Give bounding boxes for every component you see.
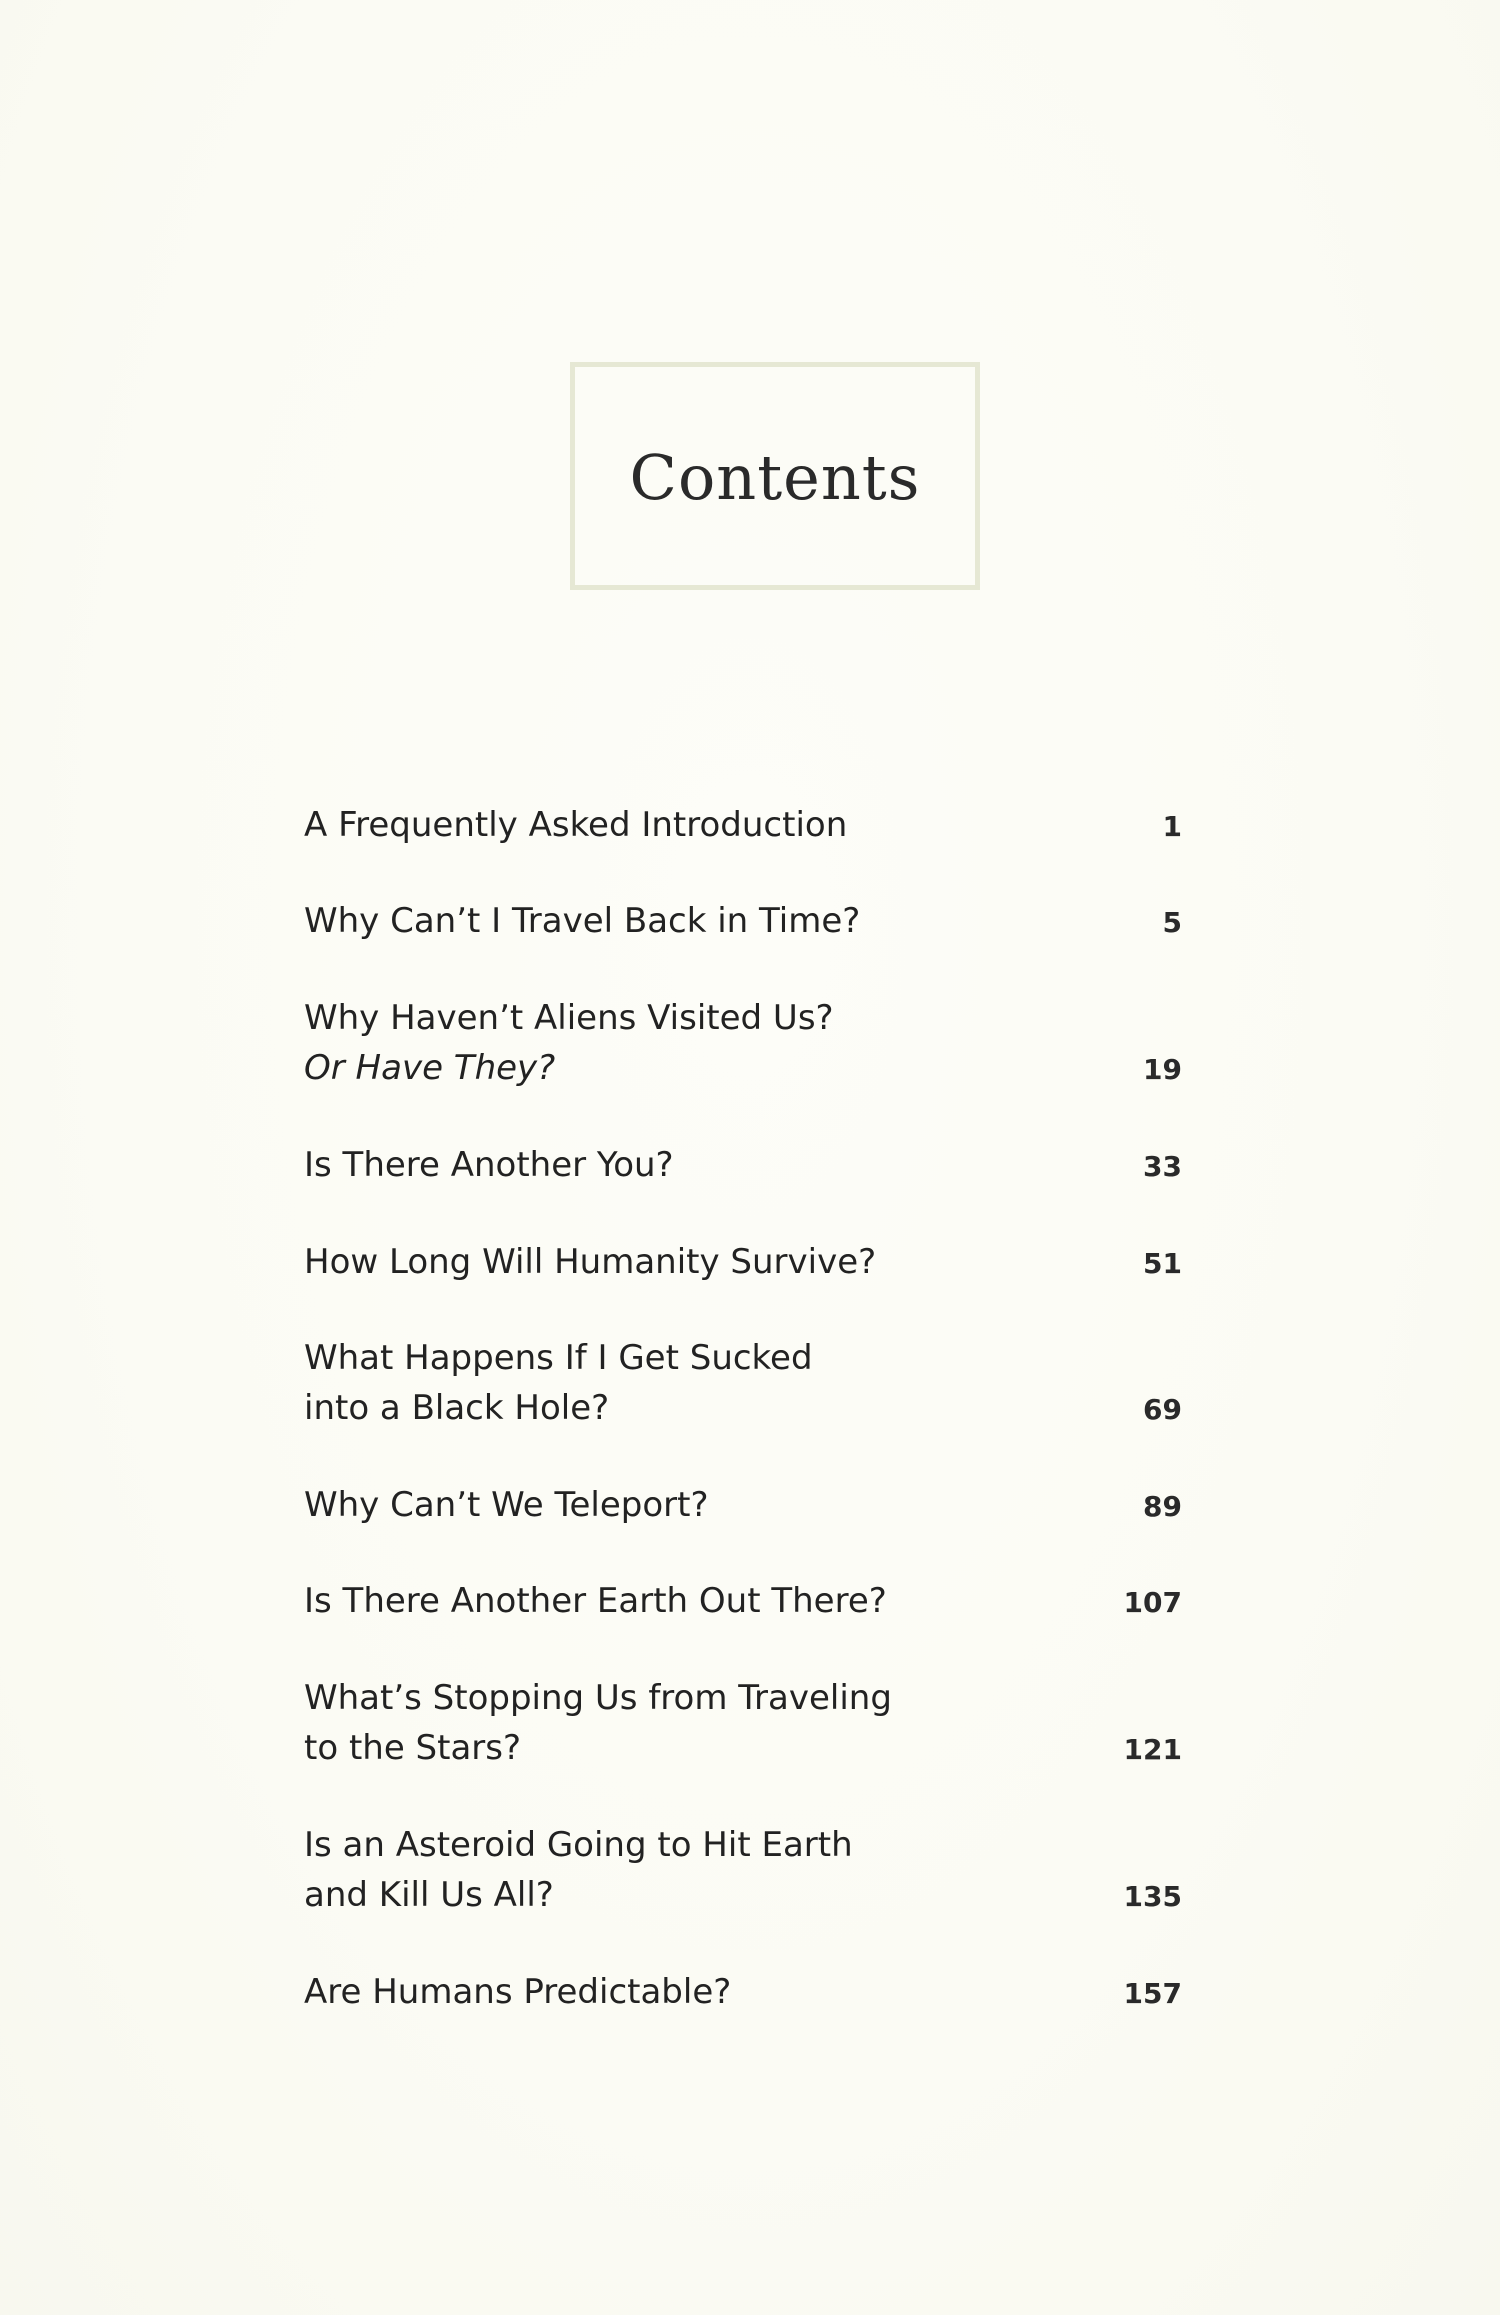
toc-entry-title: [304, 993, 834, 1093]
toc-entry-title-line: Is an Asteroid Going to Hit Earth: [304, 1825, 853, 1865]
toc-entry-title: [304, 1480, 709, 1530]
toc-entry-title-line: Is There Another You?: [304, 1145, 674, 1185]
toc-entry-title-line: Why Can’t I Travel Back in Time?: [304, 901, 861, 941]
toc-entry-page-number: 33: [1143, 1150, 1182, 1183]
page-title: Contents: [629, 440, 921, 514]
toc-entry-title-line: Why Can’t We Teleport?: [304, 1485, 709, 1525]
toc-entry-title-line: What Happens If I Get Sucked: [304, 1338, 813, 1378]
toc-entry-page-number: 121: [1123, 1733, 1182, 1766]
toc-entry-title: [304, 1967, 731, 2017]
toc-entry-page-number: 5: [1162, 906, 1182, 939]
toc-entry-page-number: 19: [1143, 1053, 1182, 1086]
toc-entry-title-line: Why Haven’t Aliens Visited Us?: [304, 998, 834, 1038]
toc-entry-page-number: 157: [1123, 1977, 1182, 2010]
toc-entry-title: [304, 1576, 887, 1626]
toc-entry-page-number: 1: [1162, 810, 1182, 843]
toc-entry-title: [304, 800, 847, 850]
toc-entry-title: [304, 1820, 853, 1920]
toc-entry-title: [304, 1673, 892, 1773]
toc-entry-title-line: and Kill Us All?: [304, 1875, 554, 1915]
toc-entry-title-line: How Long Will Humanity Survive?: [304, 1242, 877, 1282]
toc-entry-title: [304, 1140, 674, 1190]
toc-entry-title-line: into a Black Hole?: [304, 1388, 610, 1428]
toc-entry-page-number: 89: [1143, 1490, 1182, 1523]
toc-entry-subtitle: Or Have They?: [304, 1048, 556, 1088]
toc-entry-title: [304, 1237, 876, 1287]
table-of-contents: [304, 0, 1184, 2315]
toc-entry-title-line: Is There Another Earth Out There?: [304, 1581, 887, 1621]
toc-entry-page-number: 135: [1123, 1880, 1182, 1913]
toc-entry-title-line: A Frequently Asked Introduction: [304, 805, 848, 845]
toc-entry-page-number: 51: [1143, 1247, 1182, 1280]
toc-entry-title-line: to the Stars?: [304, 1728, 522, 1768]
toc-entry-title: [304, 896, 860, 946]
toc-entry-page-number: 69: [1143, 1393, 1182, 1426]
toc-entry-page-number: 107: [1123, 1586, 1182, 1619]
toc-entry-title-line: Are Humans Predictable?: [304, 1972, 732, 2012]
toc-entry-title-line: What’s Stopping Us from Traveling: [304, 1678, 892, 1718]
toc-entry-title: [304, 1333, 813, 1433]
